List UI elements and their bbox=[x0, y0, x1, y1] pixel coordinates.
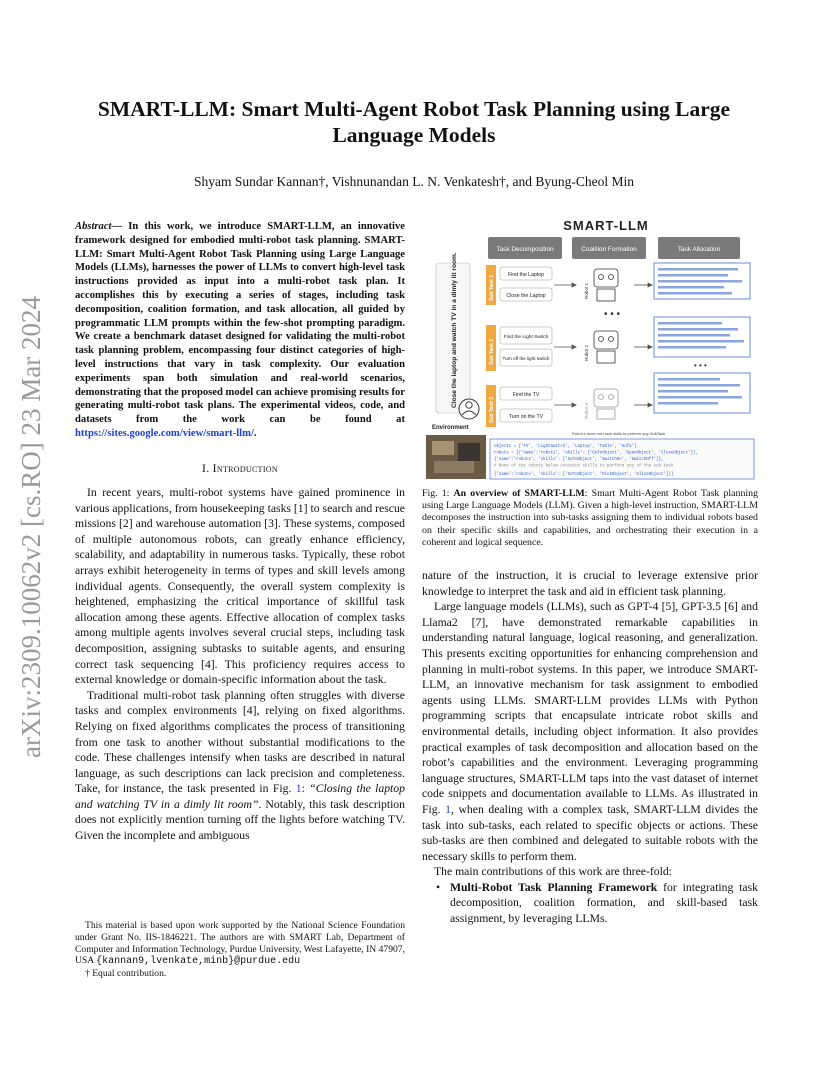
figure-ref-link-2[interactable]: 1 bbox=[445, 802, 451, 816]
paragraph-contributions: The main contributions of this work are three-fold: bbox=[434, 865, 672, 879]
svg-text:robots = [{'name':'robot1', 's: robots = [{'name':'robot1', 'skills': ['GoToObject', 'OpenObject', 'CloseObject']}, bbox=[494, 451, 698, 456]
stage-headers bbox=[488, 237, 740, 259]
figure-logo: SMART-LLM bbox=[563, 218, 649, 233]
svg-text:{'name':'robot2', 'skills': [': {'name':'robot2', 'skills': ['GoToObject', 'SwitchOn', 'SwitchOff']}, bbox=[494, 458, 664, 462]
allocation-code-1 bbox=[654, 263, 750, 299]
svg-text:Find the Light Switch: Find the Light Switch bbox=[503, 335, 549, 340]
svg-text:Close the Laptop: Close the Laptop bbox=[506, 293, 546, 299]
footnote bbox=[75, 920, 405, 980]
equal-contribution-note: † Equal contribution. bbox=[85, 968, 167, 980]
subtask-2 bbox=[486, 325, 552, 371]
svg-text:Robot 2: Robot 2 bbox=[584, 344, 589, 361]
caption-bold: An overview of SMART-LLM bbox=[453, 488, 585, 499]
stage-coalition-formation: Coalition Formation bbox=[581, 246, 637, 253]
allocation-code-2 bbox=[654, 317, 750, 357]
right-column-body bbox=[422, 568, 758, 927]
flow-arrows bbox=[554, 283, 652, 407]
svg-text:Sub Task 3: Sub Task 3 bbox=[489, 396, 495, 423]
contribution-item-1: • Multi-Robot Task Planning Framework for integrating task decomposition, coalition formation, and skill-based task assignment, by leveraging LLMs. bbox=[450, 880, 758, 927]
svg-text:Find the TV: Find the TV bbox=[512, 392, 540, 398]
caption-label: Fig. 1: bbox=[422, 488, 450, 499]
task-quote: “Closing the laptop and watching TV in a dimly lit room” bbox=[75, 782, 405, 811]
paragraph-llms: Large language models (LLMs), such as GPT-4 [5], GPT-3.5 [6] and Llama2 [7], have demonstrated remarkable capabilities in understanding natural language, logical reasoning, and generalization. This presents exciting opportunities for enhancing comprehension and planning in multi-robot systems. In this paper, we introduce SMART-LLM, an innovative mechanism for task assignment to embodied agents using LLMs. SMART-LLM provides LLMs with Python programming scripts that encapsulate intricate robot skills and environmental details, including object information. It also provides practical examples of task decomposition and allocation based on the robot’s capabilities and the environment. Leveraging programming language structures, SMART-LLM taps into the vast dataset of internet code snippets and documentation available to LLMs. As illustrated in Fig. 1, when dealing with a complex task, SMART-LLM divides the task into sub-tasks, each related to specific objects or actions. These sub-tasks are then combined and delegated to suitable robots with the necessary skills to perform them. bbox=[422, 600, 758, 863]
arxiv-id-text: arXiv:2309.10062v2 [cs.RO] 23 Mar 2024 bbox=[16, 296, 46, 758]
svg-text:• • •: • • • bbox=[694, 361, 707, 370]
robot-icon-1 bbox=[594, 269, 618, 301]
stage-task-allocation: Task Allocation bbox=[677, 246, 721, 253]
paragraph-continued: nature of the instruction, it is crucial to leverage extensive prior knowledge to interpret the task and aid in efficient task planning. bbox=[422, 569, 758, 598]
paper-title: SMART-LLM: Smart Multi-Agent Robot Task Planning using Large Language Models bbox=[97, 97, 731, 147]
robot-icon-2 bbox=[594, 331, 618, 363]
environment-label: Environment bbox=[432, 425, 469, 431]
paragraph-2: Traditional multi-robot task planning often struggles with diverse tasks and complex environments [4], relying on fixed algorithms. Relying on fixed algorithms complicates the process of transitioning from one task to another without substantial modifications to the code. These challenges intensify when tasks are described in natural language, as such descriptions can lack precision and completeness. Take, for instance, the task presented in Fig. 1: “Closing the laptop and watching TV in a dimly lit room”. Notably, this task description does not explicitly mention turning off the lights before watching TV. Given the incomplete and ambiguous bbox=[75, 688, 405, 843]
left-column-body bbox=[75, 485, 405, 844]
svg-text:Turn off the light switch: Turn off the light switch bbox=[502, 356, 550, 361]
user-icon bbox=[459, 399, 479, 419]
subtask-3 bbox=[486, 385, 552, 427]
abstract-label: Abstract bbox=[75, 221, 112, 232]
svg-text:• • •: • • • bbox=[604, 309, 621, 320]
svg-text:# None of the robots below con: # None of the robots below contains skills to perform any of the sub-task bbox=[494, 464, 674, 469]
subtask-1 bbox=[486, 265, 552, 305]
stage-task-decomposition: Task Decomposition bbox=[496, 246, 554, 253]
svg-text:Robot 1: Robot 1 bbox=[584, 282, 589, 299]
svg-text:Sub Task 1: Sub Task 1 bbox=[489, 274, 495, 301]
project-link[interactable]: https://sites.google.com/view/smart-llm/ bbox=[75, 427, 254, 439]
funding-note: This material is based upon work supported by the National Science Foundation under Grant No. IIS-1846221. The authors are with SMART Lab, Department of Computer and Information Technology, Purdue University, West Lafayette, IN 47907, USA {kannan9,lvenkate,minb}@purdue.edu bbox=[75, 920, 405, 968]
contribution-list bbox=[422, 880, 758, 927]
svg-text:Find the Laptop: Find the Laptop bbox=[507, 272, 545, 278]
arxiv-identifier bbox=[10, 280, 50, 760]
author-list: Shyam Sundar Kannan†, Vishnunandan L. N. Venkatesh†, and Byung-Cheol Min bbox=[193, 174, 634, 189]
abstract: Abstract— In this work, we introduce SMART-LLM, an innovative framework designed for embodied multi-robot task planning. SMART-LLM: Smart Multi-Agent Robot Task Planning using Large Language Models (LLMs), harnesses the power of LLMs to convert high-level task instructions provided as input into a multi-robot task plan. It accomplishes this by executing a series of stages, including task decomposition, coalition formation, and task allocation, all guided by programmatic LLM prompts within the few-shot prompting paradigm. We create a benchmark dataset designed for validating the multi-robot task planning problem, encompassing four distinct categories of high-level instructions that vary in task complexity. Our evaluation experiments span both simulation and real-world scenarios, demonstrating that the proposed model can achieve promising results for generating multi-robot task plans. The experimental videos, code, and datasets from the work can be found at https://sites.google.com/view/smart-llm/. bbox=[75, 221, 405, 439]
instruction-text: Close the laptop and watch TV in a dimly lit room. bbox=[451, 252, 458, 408]
svg-text:Robot 3: Robot 3 bbox=[584, 402, 589, 419]
overview-figure bbox=[422, 213, 758, 481]
abstract-text: — In this work, we introduce SMART-LLM, an innovative framework designed for embodied multi-robot task planning. SMART-LLM: Smart Multi-Agent Robot Task Planning using Large Language Models (LLMs), harnesses the power of LLMs to convert high-level task instructions provided as input into a multi-robot task plan. It accomplishes this by executing a series of stages, including task decomposition, coalition formation, and task allocation, all guided by programmatic LLM prompts within the few-shot prompting paradigm. We create a benchmark dataset designed for validating the multi-robot task planning problem, encompassing four distinct categories of high-level instructions that vary in task complexity. Our evaluation experiments span both simulation and real-world scenarios, demonstrating that the proposed model can achieve promising results for generating multi-robot task plans. The experimental videos, code, and datasets from the work can be found at bbox=[75, 221, 405, 426]
figure-caption: Fig. 1: An overview of SMART-LLM: Smart Multi-Agent Robot Task planning using Large Language Models (LLM). Given a high-level instruction, SMART-LLM decomposes the instruction into sub-tasks assigning them to individual robots based on their specific skills and capabilities, and orchestrating their execution in a coherent and logical sequence. bbox=[422, 488, 759, 548]
svg-text:Turn on the TV: Turn on the TV bbox=[508, 414, 544, 420]
svg-text:objects = ['TV', 'LightSwitch': objects = ['TV', 'LightSwitch', 'Laptop', 'Table', 'Sofa'] bbox=[494, 445, 637, 449]
section-heading-introduction: I. Introduction bbox=[202, 462, 278, 475]
svg-text:{'name':'robotx', 'skills': [': {'name':'robotx', 'skills': ['GoToObject', 'PickObject', 'SliceObject']}] bbox=[494, 473, 674, 477]
svg-text:Sub Task 2: Sub Task 2 bbox=[489, 338, 495, 365]
robot-icon-3 bbox=[594, 389, 618, 419]
figure-ref-link[interactable]: 1 bbox=[295, 782, 302, 796]
environment-image bbox=[426, 435, 486, 479]
robot-note: Robot x does not have skills to perform any SubTask bbox=[572, 431, 666, 436]
paragraph-1: In recent years, multi-robot systems have gained prominence in various applications, from housekeeping tasks [1] to search and rescue missions [2] and warehouse automation [3]. These systems, composed of multiple autonomous robots, can greatly enhance efficiency, scalability, and adaptability in numerous tasks. Typically, these robot arrays exhibit heterogeneity in terms of types and skill levels among individual agents. Consequently, the overall system complexity is heightened, emphasizing the critical importance of skillful task allocation among these agents. Effective allocation of complex tasks among multiple agents involves several crucial steps, including task decomposition, assigning subtasks to suitable agents, and ensuring correct task sequencing [4]. This proficiency requires access to external knowledge or domain-specific information about the task. bbox=[75, 486, 405, 687]
author-emails: {kannan9,lvenkate,minb}@purdue.edu bbox=[96, 956, 301, 968]
allocation-code-3 bbox=[654, 373, 750, 413]
